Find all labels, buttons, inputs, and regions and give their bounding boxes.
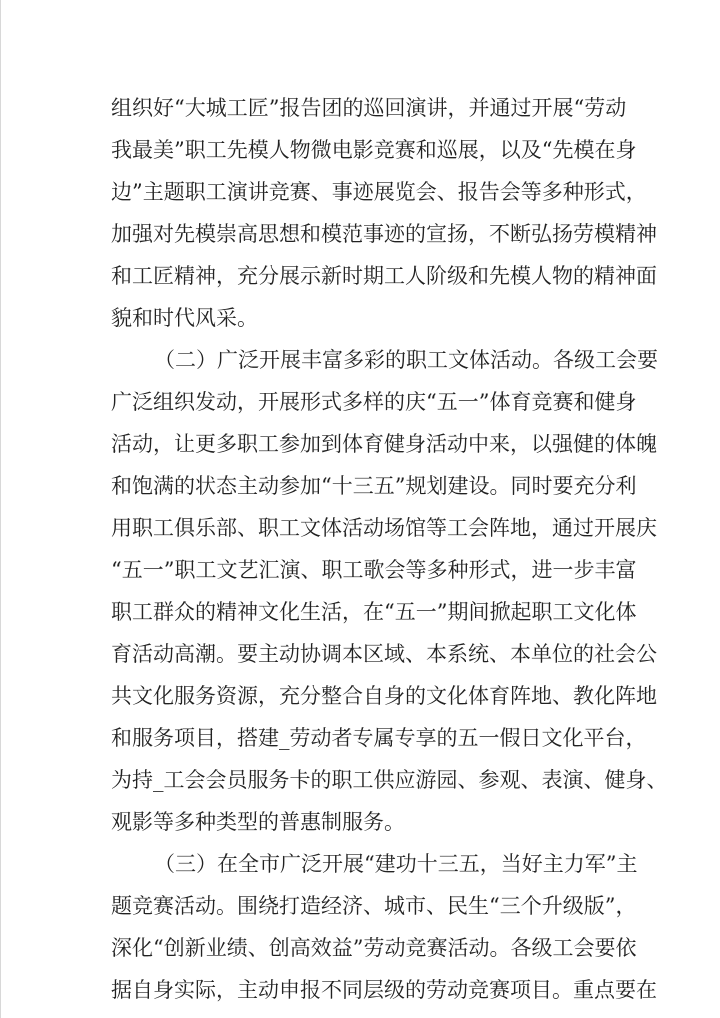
paragraph-3-line-3: 深化“创新业绩、创高效益”劳动竞赛活动。各级工会要依 [111, 936, 637, 960]
paragraph-3-line-4: 据自身实际，主动申报不同层级的劳动竞赛项目。重点要在 [111, 978, 657, 1002]
paragraph-3-line-1: （三）在全市广泛开展“建功十三五，当好主力军”主 [154, 852, 638, 876]
paragraph-2-line-2: 广泛组织发动，开展形式多样的庆“五一”体育竞赛和健身 [111, 390, 637, 414]
paragraph-2-line-1: （二）广泛开展丰富多彩的职工文体活动。各级工会要 [154, 348, 658, 372]
paragraph-1-line-6: 貌和时代风采。 [111, 306, 258, 330]
paragraph-2-line-6: “五一”职工文艺汇演、职工歌会等多种形式，进一步丰富 [111, 558, 637, 582]
paragraph-1-line-2: 我最美”职工先模人物微电影竞赛和巡展，以及“先模在身 [111, 138, 637, 162]
paragraph-1-line-1: 组织好“大城工匠”报告团的巡回演讲，并通过开展“劳动 [111, 96, 627, 120]
paragraph-2-line-4: 和饱满的状态主动参加“十三五”规划建设。同时要充分利 [111, 474, 637, 498]
paragraph-3-line-2: 题竞赛活动。围绕打造经济、城市、民生“三个升级版”， [111, 894, 637, 918]
paragraph-2-line-10: 和服务项目，搭建_劳动者专属专享的五一假日文化平台， [111, 726, 647, 750]
paragraph-1-line-3: 边”主题职工演讲竞赛、事迹展览会、报告会等多种形式， [111, 180, 647, 204]
paragraph-2-line-11: 为持_工会会员服务卡的职工供应游园、参观、表演、健身、 [111, 768, 668, 792]
paragraph-2-line-3: 活动，让更多职工参加到体育健身活动中来，以强健的体魄 [111, 432, 657, 456]
paragraph-2-line-8: 育活动高潮。要主动协调本区域、本系统、本单位的社会公 [111, 642, 657, 666]
paragraph-2-line-7: 职工群众的精神文化生活，在“五一”期间掀起职工文化体 [111, 600, 637, 624]
paragraph-2-line-5: 用职工俱乐部、职工文体活动场馆等工会阵地，通过开展庆 [111, 516, 657, 540]
paragraph-1-line-4: 加强对先模崇高思想和模范事迹的宣扬，不断弘扬劳模精神 [111, 222, 657, 246]
paragraph-2-line-9: 共文化服务资源，充分整合自身的文化体育阵地、教化阵地 [111, 684, 657, 708]
paragraph-1-line-5: 和工匠精神，充分展示新时期工人阶级和先模人物的精神面 [111, 264, 657, 288]
paragraph-2-line-12: 观影等多种类型的普惠制服务。 [111, 810, 405, 834]
